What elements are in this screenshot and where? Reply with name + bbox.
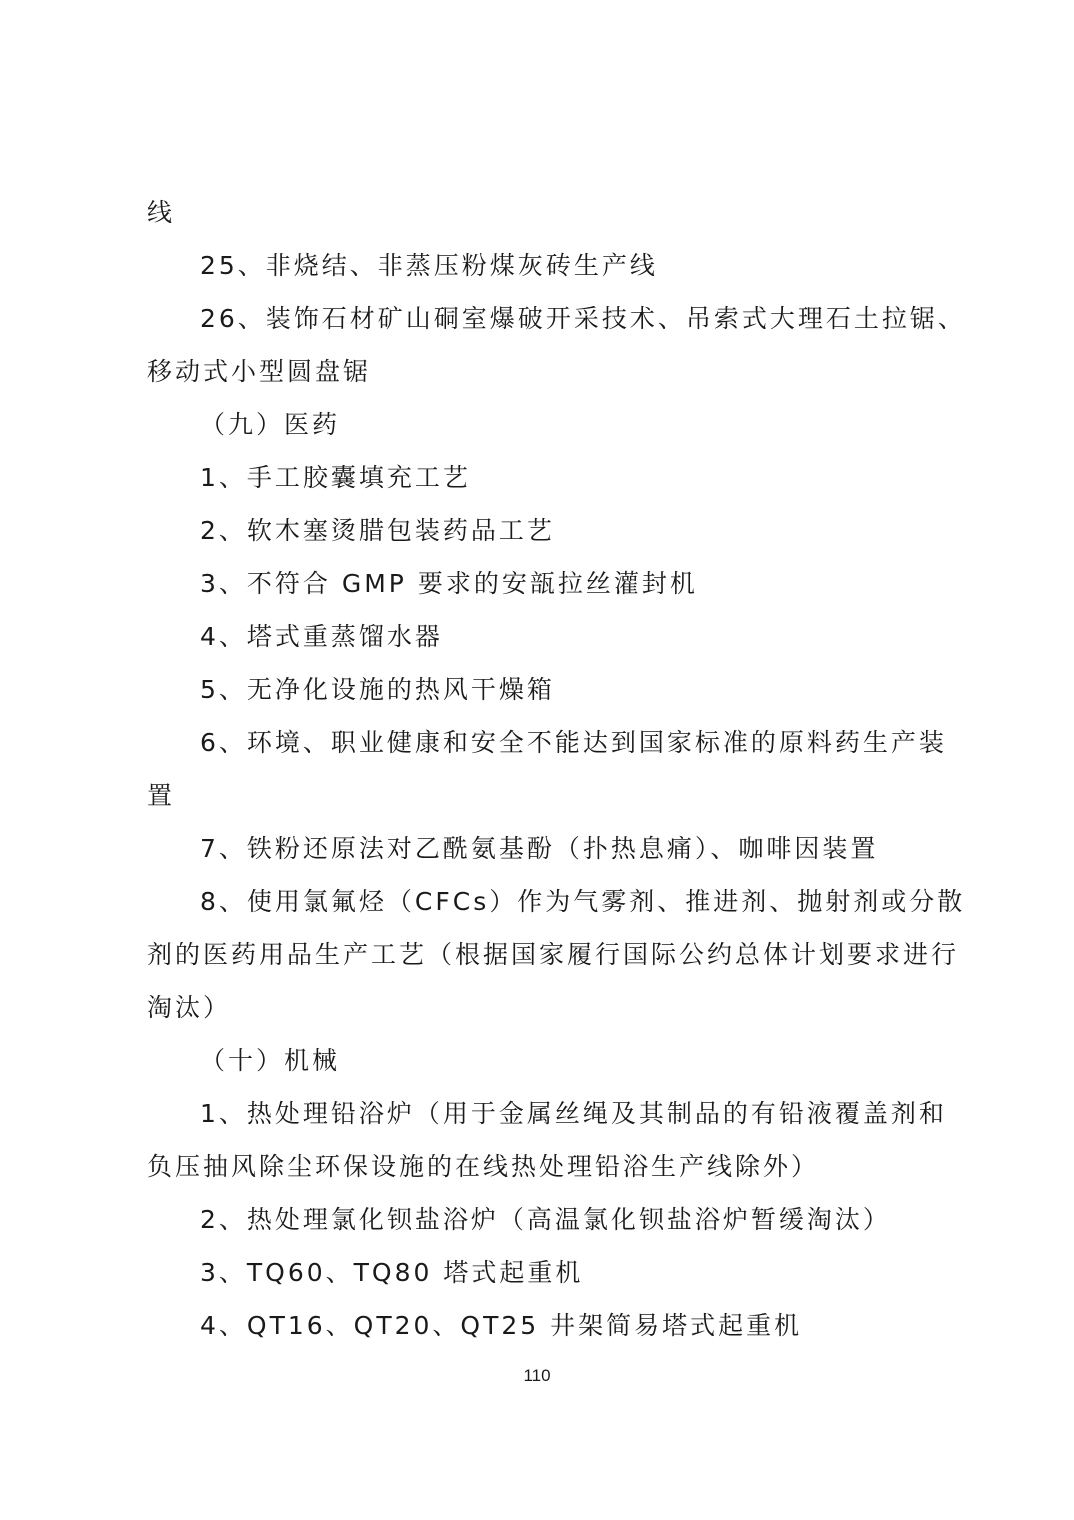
list-item-2: 2、软木塞烫腊包装药品工艺 <box>200 516 555 545</box>
list-item-1: 1、手工胶囊填充工艺 <box>200 463 471 492</box>
section-heading-machinery: （十）机械 <box>200 1046 341 1075</box>
list-item-4: 4、塔式重蒸馏水器 <box>200 622 443 651</box>
list-item-8: 8、使用氯氟烃（CFCs）作为气雾剂、推进剂、抛射剂或分散 <box>200 887 966 916</box>
list-item-1: 1、热处理铅浴炉（用于金属丝绳及其制品的有铅液覆盖剂和 <box>200 1099 947 1128</box>
list-item-25: 25、非烧结、非蒸压粉煤灰砖生产线 <box>200 251 658 280</box>
text-line: 移动式小型圆盘锯 <box>147 357 372 386</box>
list-item-4: 4、QT16、QT20、QT25 井架简易塔式起重机 <box>200 1311 803 1340</box>
text-line: 置 <box>147 781 176 810</box>
text-line: 剂的医药用品生产工艺（根据国家履行国际公约总体计划要求进行 <box>147 940 960 969</box>
section-heading-pharma: （九）医药 <box>200 410 341 439</box>
text-line: 淘汰） <box>147 993 232 1022</box>
list-item-26: 26、装饰石材矿山硐室爆破开采技术、吊索式大理石土拉锯、 <box>200 304 966 333</box>
list-item-3: 3、TQ60、TQ80 塔式起重机 <box>200 1258 584 1287</box>
text-line: 负压抽风除尘环保设施的在线热处理铅浴生产线除外） <box>147 1152 820 1181</box>
page-number: 110 <box>523 1366 551 1385</box>
text-line: 线 <box>147 198 176 227</box>
list-item-2: 2、热处理氯化钡盐浴炉（高温氯化钡盐浴炉暂缓淘汰） <box>200 1205 891 1234</box>
list-item-7: 7、铁粉还原法对乙酰氨基酚（扑热息痛）、咖啡因装置 <box>200 834 879 863</box>
list-item-6: 6、环境、职业健康和安全不能达到国家标准的原料药生产装 <box>200 728 947 757</box>
list-item-5: 5、无净化设施的热风干燥箱 <box>200 675 555 704</box>
list-item-3: 3、不符合 GMP 要求的安瓿拉丝灌封机 <box>200 569 698 598</box>
